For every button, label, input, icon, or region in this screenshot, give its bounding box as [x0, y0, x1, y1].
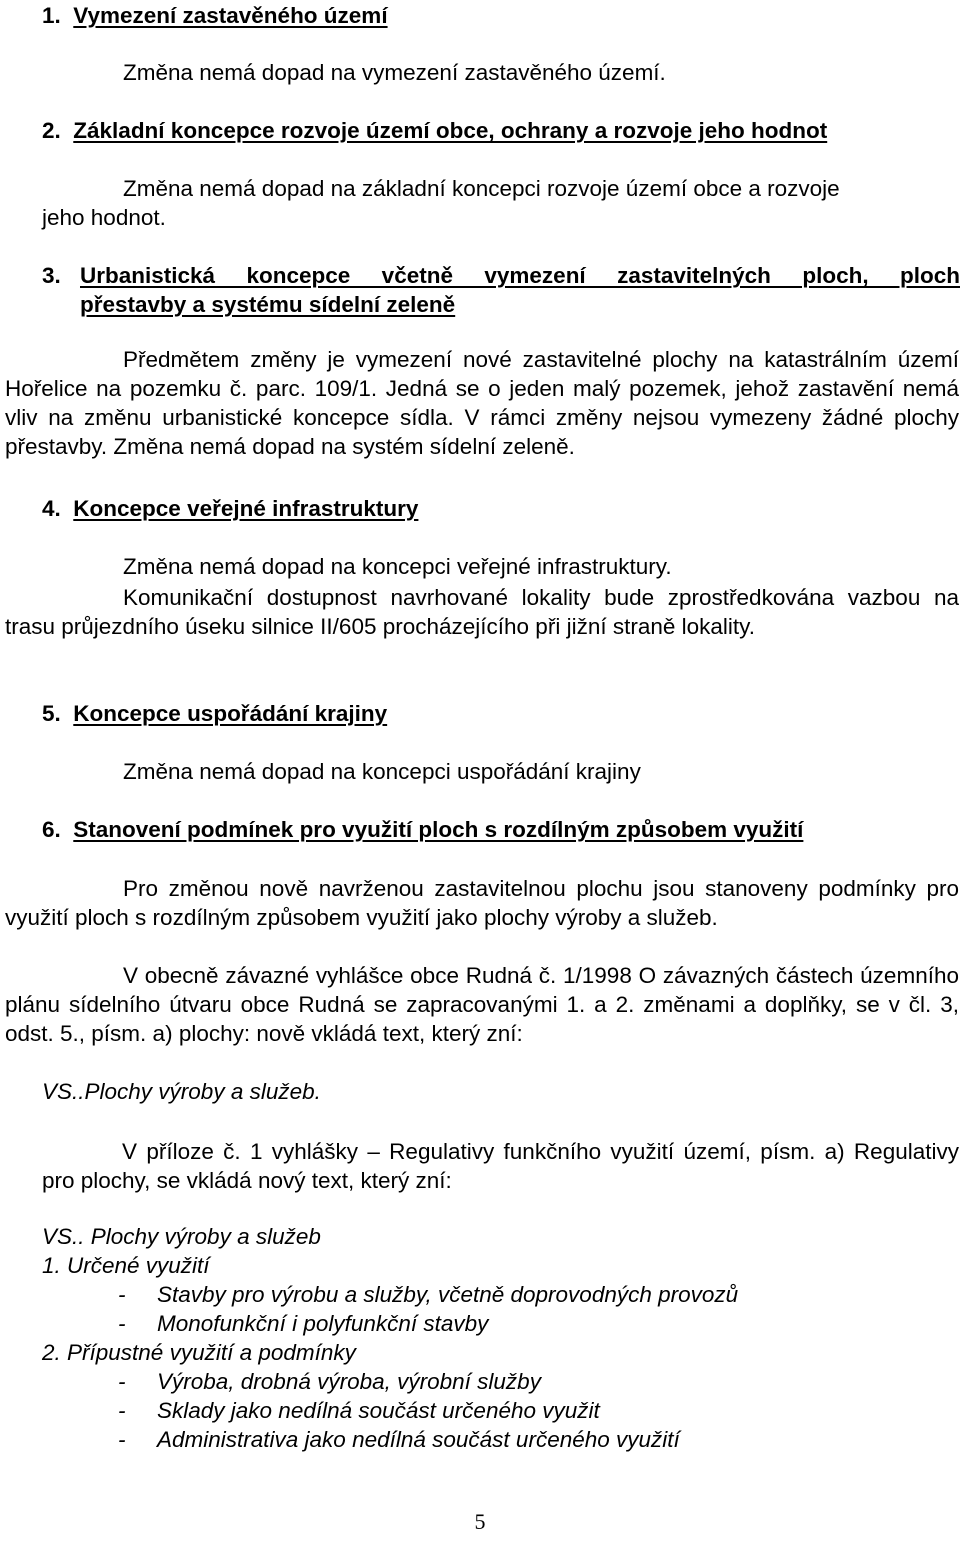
section-6-number: 6. [42, 817, 61, 842]
list-bullet: - [118, 1427, 126, 1452]
page-number: 5 [474, 1509, 486, 1534]
section-4-title: Koncepce veřejné infrastruktury [73, 496, 419, 521]
group-1-item: Monofunkční i polyfunkční stavby [157, 1311, 489, 1336]
section-2-body-line2: jeho hodnot. [42, 205, 166, 230]
section-3-body: Předmětem změny je vymezení nové zastavitelné plochy na katastrálním území Hořelice na pozemku č. parc. 109/1. Jedná se o jeden malý pozemek, jehož zastavění nemá vliv na změnu urbanistické koncepce sídla. V rámci změny nejsou vymezeny žádné plochy přestavby. Změna nemá dopad na systém sídelní zeleně. [5, 347, 959, 459]
group-1-item: Stavby pro výrobu a služby, včetně doprovodných provozů [157, 1282, 739, 1307]
section-6-body-para2: V obecně závazné vyhlášce obce Rudná č. 1/1998 O závazných částech územního plánu sídelního útvaru obce Rudná se zapracovanými 1. a 2. změnami a doplňky, se v čl. 3, odst. 5., písm. a) plochy: nově vkládá text, který zní: [5, 963, 959, 1046]
insert-2-heading: VS.. Plochy výroby a služeb [42, 1224, 321, 1249]
section-6-title: Stanovení podmínek pro využití ploch s rozdílným způsobem využití [73, 817, 804, 842]
section-3-title-text1: Urbanistická koncepce včetně vymezení zastavitelných ploch, ploch [80, 263, 960, 288]
group-2-item: Administrativa jako nedílná součást určeného využití [157, 1427, 680, 1452]
section-4-body-line1: Změna nemá dopad na koncepci veřejné infrastruktury. [123, 554, 672, 579]
annex-paragraph: V příloze č. 1 vyhlášky – Regulativy funkčního využití území, písm. a) Regulativy pro plochy, se vkládá nový text, který zní: [42, 1139, 959, 1193]
section-2-heading [42, 118, 827, 144]
section-3-title-line1 [80, 263, 960, 289]
group-2-item: Sklady jako nedílná součást určeného využit [157, 1398, 600, 1423]
list-bullet: - [118, 1311, 126, 1336]
section-2-body-line1: Změna nemá dopad na základní koncepci rozvoje území obce a rozvoje [123, 176, 840, 201]
section-4-body-para: Komunikační dostupnost navrhované lokality bude zprostředkována vazbou na trasu průjezdního úseku silnice II/605 procházejícího při jižní straně lokality. [5, 585, 959, 639]
section-6-body-para1: Pro změnou nově navrženou zastavitelnou plochu jsou stanoveny podmínky pro využití ploch s rozdílným způsobem využití jako plochy výroby a služeb. [5, 876, 959, 930]
section-5-body: Změna nemá dopad na koncepci uspořádání krajiny [123, 759, 641, 784]
section-5-number: 5. [42, 701, 61, 726]
list-bullet: - [118, 1398, 126, 1423]
section-6-heading [42, 817, 803, 843]
section-1-heading [42, 3, 388, 29]
section-5-title: Koncepce uspořádání krajiny [73, 701, 388, 726]
section-4-number: 4. [42, 496, 61, 521]
section-1-body: Změna nemá dopad na vymezení zastavěného území. [123, 60, 666, 85]
section-4-heading [42, 496, 418, 522]
group-2-item: Výroba, drobná výroba, výrobní služby [157, 1369, 541, 1394]
section-3-title-text2: přestavby a systému sídelní zeleně [80, 292, 456, 317]
insert-1-text: VS..Plochy výroby a služeb. [42, 1079, 321, 1104]
section-1-number: 1. [42, 3, 61, 28]
section-2-number: 2. [42, 118, 61, 143]
section-3-title-line2 [80, 292, 455, 318]
section-2-title: Základní koncepce rozvoje území obce, ochrany a rozvoje jeho hodnot [73, 118, 828, 143]
section-5-heading [42, 701, 387, 727]
list-bullet: - [118, 1282, 126, 1307]
group-1-label: 1. Určené využití [42, 1253, 210, 1278]
group-2-label: 2. Přípustné využití a podmínky [42, 1340, 356, 1365]
list-bullet: - [118, 1369, 126, 1394]
section-1-title: Vymezení zastavěného území [73, 3, 388, 28]
section-3-number: 3. [42, 263, 61, 288]
